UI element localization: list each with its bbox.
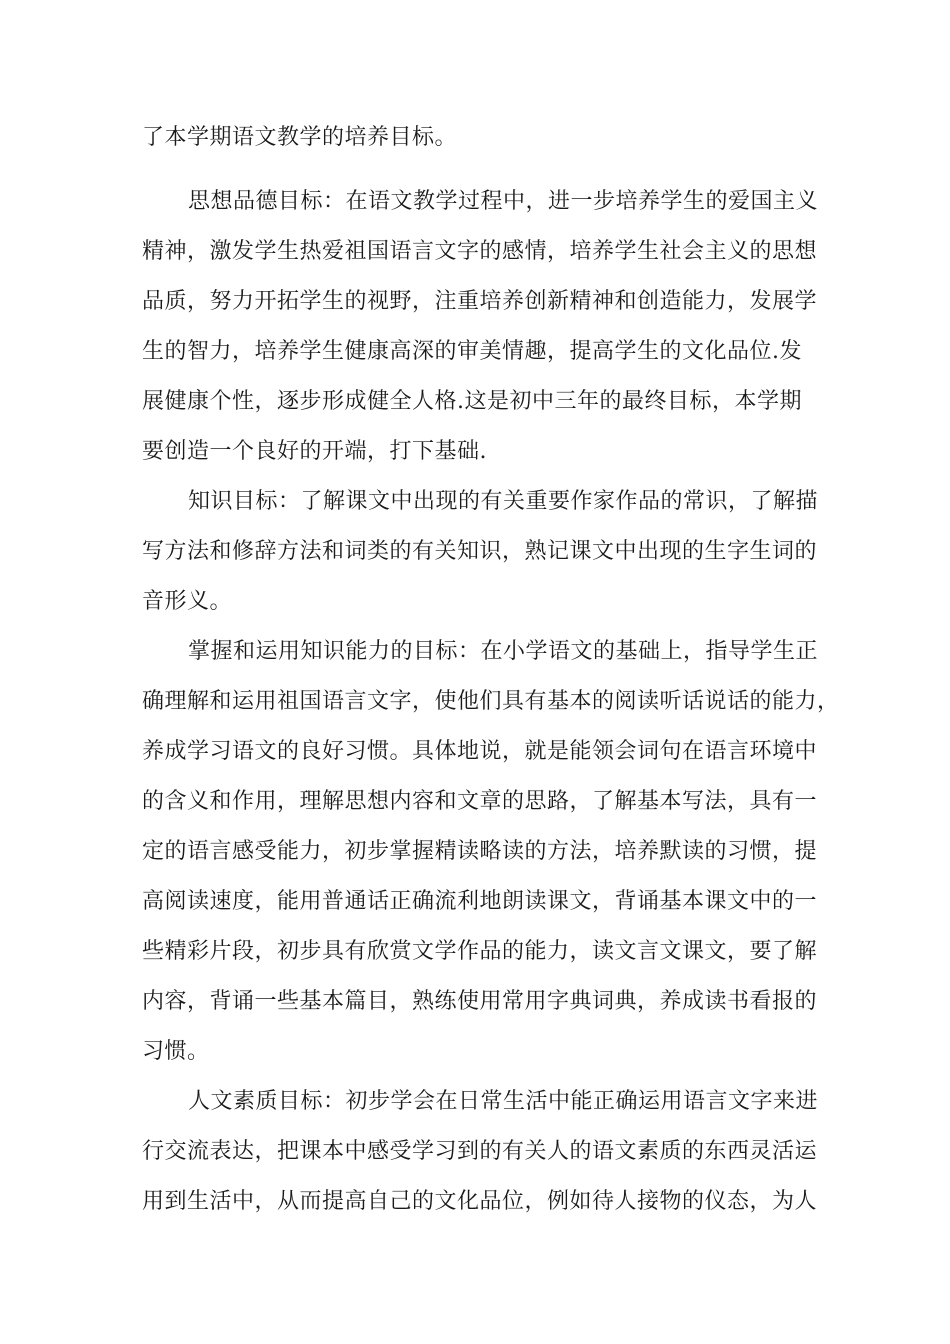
text-line: 用到生活中，从而提高自己的文化品位，例如待人接物的仪态，为人 (142, 1189, 818, 1214)
paragraph-humanities-goal: 人文素质目标：初步学会在日常生活中能正确运用语言文字来进 (188, 1089, 819, 1114)
paragraph-ability-goal: 掌握和运用知识能力的目标：在小学语文的基础上，指导学生正 (188, 639, 819, 664)
paragraph-knowledge-goal: 知识目标：了解课文中出现的有关重要作家作品的常识，了解描 (188, 489, 819, 514)
text-line: 习惯。 (142, 1039, 210, 1064)
text-line: 的含义和作用，理解思想内容和文章的思路，了解基本写法，具有一 (142, 789, 818, 814)
text-line: 了本学期语文教学的培养目标。 (142, 125, 458, 150)
text-line: 内容，背诵一些基本篇目，熟练使用常用字典词典，养成读书看报的 (142, 989, 818, 1014)
text-line: 品质，努力开拓学生的视野，注重培养创新精神和创造能力，发展学 (142, 289, 818, 314)
text-line: 展健康个性，逐步形成健全人格.这是初中三年的最终目标，本学期 (142, 389, 802, 414)
text-line: 定的语言感受能力，初步掌握精读略读的方法，培养默读的习惯，提 (142, 839, 818, 864)
text-line: 精神，激发学生热爱祖国语言文字的感情，培养学生社会主义的思想 (142, 239, 818, 264)
text-line: 要创造一个良好的开端，打下基础. (142, 439, 487, 464)
text-line: 生的智力，培养学生健康高深的审美情趣，提高学生的文化品位.发 (142, 339, 802, 364)
text-line: 确理解和运用祖国语言文字，使他们具有基本的阅读听话说话的能力， (142, 689, 840, 714)
paragraph-moral-goal: 思想品德目标：在语文教学过程中，进一步培养学生的爱国主义 (188, 189, 819, 214)
text-line: 音形义。 (142, 589, 233, 614)
text-line: 行交流表达，把课本中感受学习到的有关人的语文素质的东西灵活运 (142, 1139, 818, 1164)
text-line: 写方法和修辞方法和词类的有关知识，熟记课文中出现的生字生词的 (142, 539, 818, 564)
text-line: 养成学习语文的良好习惯。具体地说，就是能领会词句在语言环境中 (142, 739, 818, 764)
text-line: 高阅读速度，能用普通话正确流利地朗读课文，背诵基本课文中的一 (142, 889, 818, 914)
text-line: 些精彩片段，初步具有欣赏文学作品的能力，读文言文课文，要了解 (142, 939, 818, 964)
